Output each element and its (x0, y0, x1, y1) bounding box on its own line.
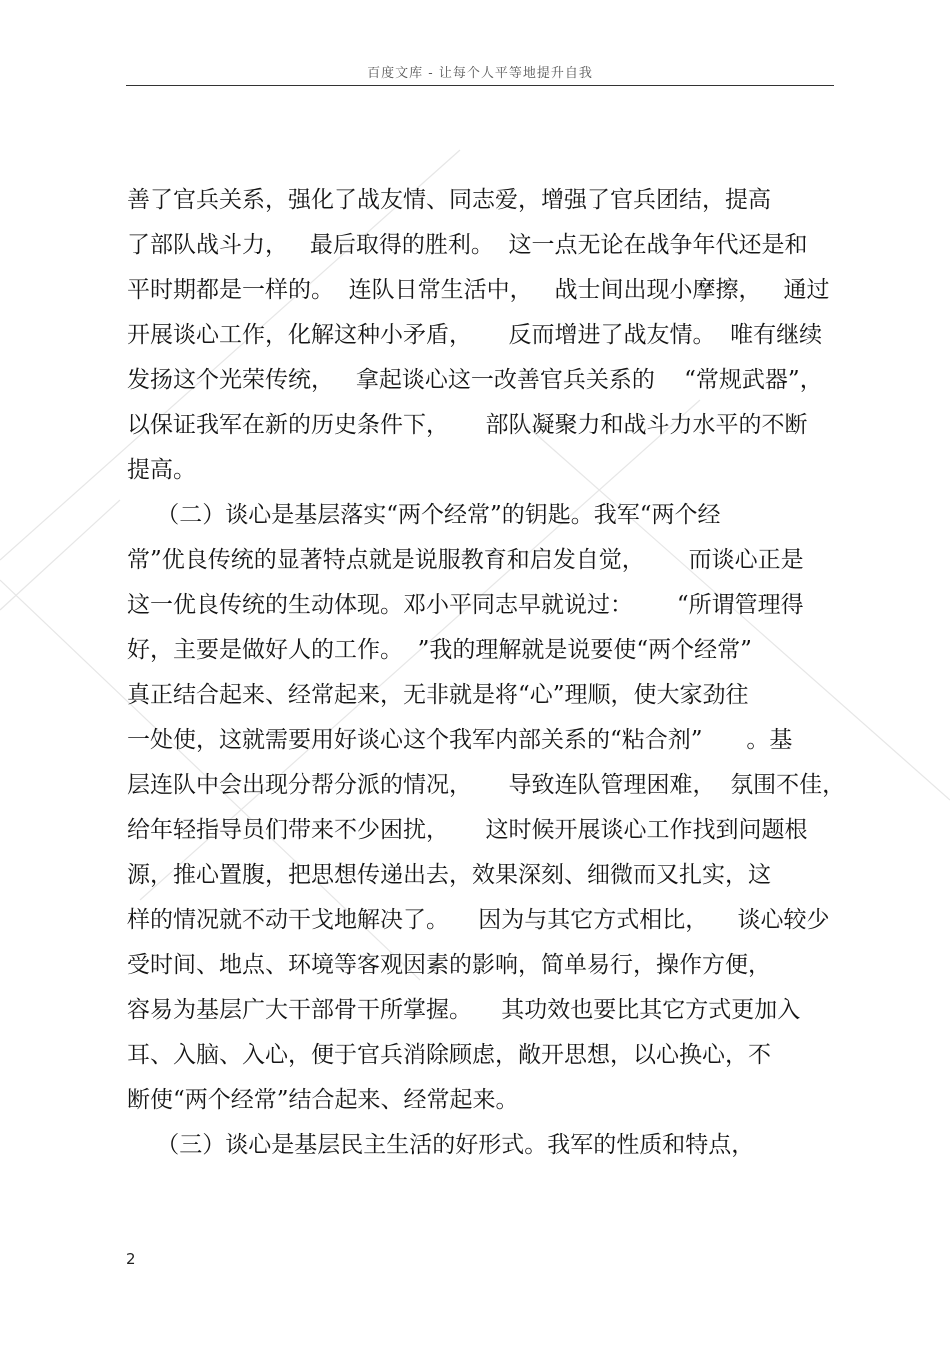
text-line: 给年轻指导员们带来不少困扰， 这时候开展谈心工作找到问题根 (127, 817, 808, 843)
text-line: 耳、入脑、入心，便于官兵消除顾虑，敞开思想，以心换心，不 (127, 1042, 771, 1068)
header-divider (126, 85, 834, 86)
section-heading-line: （三）谈心是基层民主生活的好形式。我军的性质和特点， (127, 1132, 755, 1158)
text-line: 样的情况就不动干戈地解决了。 因为与其它方式相比， 谈心较少 (127, 907, 830, 933)
text-line: 这一优良传统的生动体现。邓小平同志早就说过： “所谓管理得 (127, 592, 804, 618)
text-line: 开展谈心工作，化解这种小矛盾， 反而增进了战友情。 唯有继续 (127, 322, 823, 348)
text-line: 源，推心置腹，把思想传递出去，效果深刻、细微而又扎实，这 (127, 862, 771, 888)
body-text (127, 182, 846, 1172)
page-number: 2 (126, 1250, 136, 1268)
text-line: 好，主要是做好人的工作。 ”我的理解就是说要使“两个经常” (127, 637, 752, 663)
section-heading-line: （二）谈心是基层落实“两个经常”的钥匙。我军“两个经 (127, 502, 721, 528)
text-line: 受时间、地点、环境等客观因素的影响，简单易行，操作方便， (127, 952, 771, 978)
text-line: 以保证我军在新的历史条件下， 部队凝聚力和战斗力水平的不断 (127, 412, 808, 438)
text-line: 善了官兵关系，强化了战友情、同志爱，增强了官兵团结，提高 (127, 187, 771, 213)
text-line: 断使“两个经常”结合起来、经常起来。 (127, 1087, 519, 1113)
page-header: 百度文库 - 让每个人平等地提升自我 (367, 66, 593, 81)
text-line: 层连队中会出现分帮分派的情况， 导致连队管理困难， 氛围不佳， (127, 772, 846, 798)
text-line: 一处使，这就需要用好谈心这个我军内部关系的“粘合剂” 。基 (127, 727, 793, 753)
text-line: 平时期都是一样的。 连队日常生活中， 战士间出现小摩擦， 通过 (127, 277, 830, 303)
text-line: 提高。 (127, 457, 196, 483)
text-line: 真正结合起来、经常起来，无非就是将“心”理顺，使大家劲往 (127, 682, 749, 708)
text-line: 容易为基层广大干部骨干所掌握。 其功效也要比其它方式更加入 (127, 997, 801, 1023)
text-line: 发扬这个光荣传统， 拿起谈心这一改善官兵关系的 “常规武器”， (127, 367, 823, 393)
text-line: 常”优良传统的显著特点就是说服教育和启发自觉， 而谈心正是 (127, 547, 804, 573)
text-line: 了部队战斗力， 最后取得的胜利。 这一点无论在战争年代还是和 (127, 232, 808, 258)
